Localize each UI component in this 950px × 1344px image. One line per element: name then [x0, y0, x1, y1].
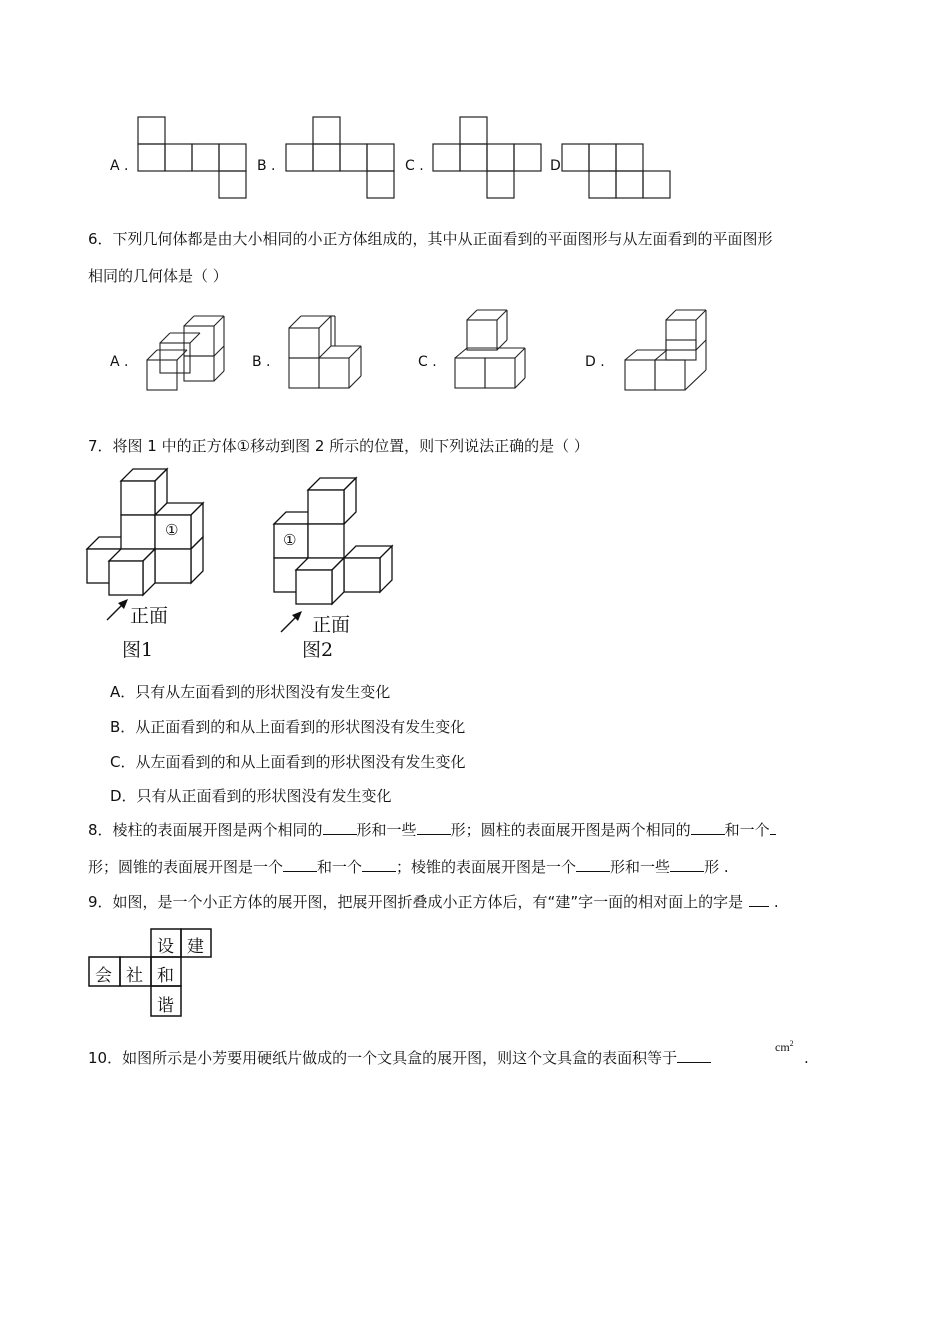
q7-fig1-caption: 图1 [122, 639, 154, 661]
q7-choice-a: A．只有从左面看到的形状图没有发生变化 [110, 683, 391, 701]
q6-option-d-label: D . [585, 354, 605, 370]
q10-unit-text: cm [775, 1040, 790, 1054]
q9-cell-she2: 社 [126, 966, 143, 986]
q10-unit [775, 1039, 794, 1055]
q6-stem-line2: 相同的几何体是（ ） [88, 267, 228, 285]
q8-text-5: 形；圆锥的表面展开图是一个 [88, 858, 284, 876]
q5-option-c-label: C . [405, 158, 424, 174]
q8-text-2: 形和一些 [356, 821, 417, 839]
q10-blank[interactable] [677, 1048, 711, 1063]
q7-fig1-marker: ① [165, 521, 179, 539]
q8-text-1: 8．棱柱的表面展开图是两个相同的 [88, 821, 323, 839]
q10-unit-exp: 2 [789, 1039, 794, 1048]
q10-text: 10．如图所示是小芳要用硬纸片做成的一个文具盒的展开图，则这个文具盒的表面积等于 [88, 1049, 678, 1067]
q8-text-3: 形；圆柱的表面展开图是两个相同的 [450, 821, 691, 839]
q8-text-9: 形 . [704, 858, 729, 876]
q10-end: . [804, 1049, 809, 1067]
q10-stem [88, 1048, 711, 1068]
q9-cell-she: 设 [157, 937, 174, 957]
q7-choice-d: D．只有从正面看到的形状图没有发生变化 [110, 787, 392, 805]
q7-choice-c: C．从左面看到的和从上面看到的形状图没有发生变化 [110, 753, 466, 771]
q7-fig1-front-label: 正面 [130, 605, 169, 627]
q9-text-end: . [769, 893, 779, 911]
q8-text-6: 和一个 [317, 858, 363, 876]
q5-option-d-label: D [550, 158, 561, 174]
q8-text-7: ；棱锥的表面展开图是一个 [396, 858, 577, 876]
q7-stem: 7．将图 1 中的正方体①移动到图 2 所示的位置，则下列说法正确的是（ ） [88, 437, 589, 455]
q6-option-c-label: C . [418, 354, 437, 370]
q7-fig2-marker: ① [283, 531, 297, 549]
q8-text-4: 和一个 [724, 821, 770, 839]
q8-text-8: 形和一些 [610, 858, 671, 876]
q7-fig2-caption: 图2 [302, 639, 334, 661]
q5-option-b-label: B . [257, 158, 276, 174]
q5-option-a-label: A . [110, 158, 129, 174]
q9-cell-he: 和 [157, 966, 174, 986]
q9-cell-xie: 谐 [157, 996, 174, 1016]
q6-option-a-label: A . [110, 354, 129, 370]
q6-stem-line1: 6．下列几何体都是由大小相同的小正方体组成的，其中从正面看到的平面图形与从左面看到的平面图形 [88, 230, 773, 248]
q7-choice-b: B．从正面看到的和从上面看到的形状图没有发生变化 [110, 718, 466, 736]
q6-option-b-label: B . [252, 354, 271, 370]
q9-cell-jian: 建 [187, 937, 204, 957]
q9-text: 9．如图，是一个小正方体的展开图，把展开图折叠成小正方体后，有“建”字一面的相对面上的字是 [88, 893, 744, 911]
q9-cell-hui: 会 [95, 966, 112, 986]
q7-fig2-front-label: 正面 [312, 614, 351, 636]
